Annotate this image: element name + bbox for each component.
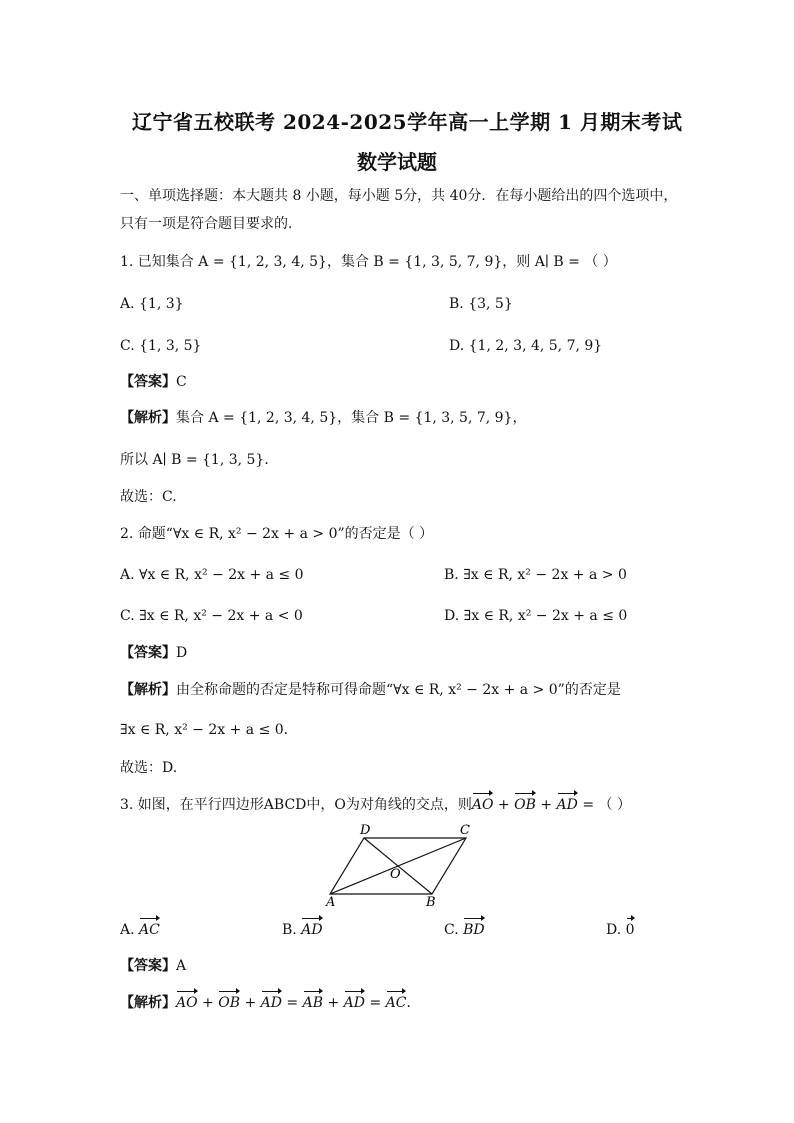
q3-analysis-equals-2: = — [365, 995, 386, 1011]
q2-stem: 2. 命题“∀x ∈ R, x² − 2x + a > 0”的否定是（ ） — [120, 526, 434, 542]
q3-option-b — [282, 920, 323, 940]
q3-analysis-vector-ad: AD — [260, 995, 282, 1011]
vertex-label-c: C — [460, 823, 470, 838]
q3-analysis-plus-1: + — [197, 995, 219, 1011]
section-heading-line1: 一、单项选择题：本大题共 8 小题，每小题 5分，共 40分．在每小题给出的四个选项中， — [120, 188, 678, 204]
document-subtitle: 数学试题 — [357, 150, 437, 174]
q1-answer-tag: 【答案】 — [120, 374, 176, 390]
q2-conclusion: 故选：D. — [120, 760, 178, 776]
vertex-label-b: B — [426, 895, 436, 910]
q3-analysis-plus-2: + — [240, 995, 261, 1011]
q1-option-d — [449, 336, 602, 356]
q1-option-c-label: C. — [120, 338, 135, 354]
q3-analysis-tag: 【解析】 — [120, 995, 176, 1011]
q1-option-b — [449, 294, 513, 314]
q3-option-d-label: D. — [606, 922, 622, 938]
q3-option-a-vector: AC — [139, 922, 160, 938]
q3-option-c — [444, 920, 485, 940]
q1-option-c — [120, 336, 201, 356]
q1-conclusion: 故选：C. — [120, 489, 177, 505]
q1-analysis-tag: 【解析】 — [120, 410, 176, 426]
q3-stem-suffix: = （ ） — [577, 797, 631, 813]
q3-answer — [120, 956, 186, 976]
q2-option-a-text: ∀x ∈ R, x² − 2x + a ≤ 0 — [139, 567, 304, 583]
q2-option-b-label: B. — [444, 567, 459, 583]
q3-analysis-plus-3: + — [323, 995, 344, 1011]
q3-analysis-vector-ao: AO — [176, 995, 198, 1011]
q1-option-b-label: B. — [449, 296, 464, 312]
q3-option-b-label: B. — [282, 922, 297, 938]
q3-option-d — [606, 920, 635, 940]
section-heading-line2: 只有一项是符合题目要求的． — [120, 216, 302, 232]
q1-option-b-text: {3, 5} — [468, 296, 513, 312]
center-label-o: O — [390, 867, 401, 882]
q3-analysis — [120, 993, 420, 1013]
q2-option-b-text: ∃x ∈ R, x² − 2x + a > 0 — [463, 567, 627, 583]
q2-answer-value: D — [176, 645, 188, 661]
q1-option-c-text: {1, 3, 5} — [139, 338, 202, 354]
q1-option-d-label: D. — [449, 338, 465, 354]
parallelogram-figure — [318, 822, 478, 912]
q2-option-a-label: A. — [120, 567, 135, 583]
q3-analysis-equals-1: = — [281, 995, 303, 1011]
q1-answer-value: C — [176, 374, 187, 390]
q3-option-c-label: C. — [444, 922, 459, 938]
q3-analysis-vector-ob: OB — [218, 995, 240, 1011]
q3-option-d-vector: 0 — [625, 922, 635, 938]
q3-stem-prefix: 3. 如图，在平行四边形ABCD中，O为对角线的交点，则 — [120, 797, 472, 813]
q3-vector-ao: AO — [471, 797, 494, 813]
q3-analysis-vector-ac: AC — [385, 995, 407, 1011]
q3-option-c-vector: BD — [463, 922, 485, 938]
q3-answer-tag: 【答案】 — [120, 958, 176, 974]
vertex-label-d: D — [360, 823, 371, 838]
q2-option-b — [444, 565, 627, 585]
q1-stem: 1. 已知集合 A = {1, 2, 3, 4, 5}，集合 B = {1, 3, 5, 7, 9}，则 A∣ B = （ ） — [120, 254, 617, 270]
q3-option-a-label: A. — [120, 922, 135, 938]
q3-analysis-end: ． — [406, 995, 421, 1011]
q2-analysis-text1: 由全称命题的否定是特称可得命题“∀x ∈ R, x² − 2x + a > 0”的否定是 — [176, 682, 621, 698]
q3-plus-1: + — [493, 797, 515, 813]
q3-option-b-vector: AD — [301, 922, 323, 938]
q3-plus-2: + — [535, 797, 557, 813]
q3-analysis-vector-ad-2: AD — [343, 995, 366, 1011]
q3-option-a — [120, 920, 160, 940]
q2-analysis-tag: 【解析】 — [120, 682, 176, 698]
q1-option-a-label: A. — [120, 296, 135, 312]
q2-option-c — [120, 606, 303, 626]
q1-analysis-line2: 所以 A∣ B = {1, 3, 5}． — [120, 452, 279, 468]
q1-answer — [120, 372, 187, 392]
q2-option-a — [120, 565, 304, 585]
q1-option-d-text: {1, 2, 3, 4, 5, 7, 9} — [468, 338, 603, 354]
q2-answer — [120, 643, 187, 663]
vertex-label-a: A — [326, 895, 336, 910]
q1-option-a — [120, 294, 184, 314]
q3-answer-value: A — [176, 958, 187, 974]
q2-option-d — [444, 606, 627, 626]
q3-vector-ad: AD — [556, 797, 578, 813]
q1-analysis-line1 — [120, 408, 526, 428]
q3-analysis-vector-ab: AB — [302, 995, 324, 1011]
q1-option-a-text: {1, 3} — [139, 296, 184, 312]
q2-option-c-text: ∃x ∈ R, x² − 2x + a < 0 — [139, 608, 303, 624]
q2-answer-tag: 【答案】 — [120, 645, 176, 661]
diagonal-bd — [364, 838, 432, 894]
document-title: 辽宁省五校联考 2024-2025学年高一上学期 1 月期末考试 — [132, 110, 683, 134]
q3-vector-ob: OB — [514, 797, 536, 813]
q3-stem — [120, 795, 631, 815]
q2-option-d-label: D. — [444, 608, 460, 624]
q2-option-d-text: ∃x ∈ R, x² − 2x + a ≤ 0 — [463, 608, 628, 624]
q2-analysis-line1 — [120, 680, 621, 700]
q2-analysis-line2: ∃x ∈ R, x² − 2x + a ≤ 0． — [120, 722, 298, 738]
q1-analysis-text1: 集合 A = {1, 2, 3, 4, 5}，集合 B = {1, 3, 5, 7, 9}， — [176, 410, 527, 426]
q2-option-c-label: C. — [120, 608, 135, 624]
